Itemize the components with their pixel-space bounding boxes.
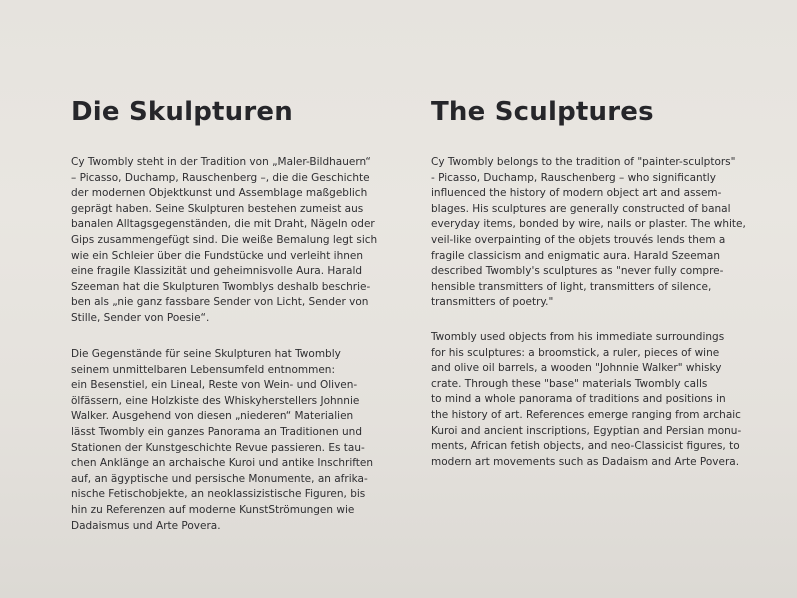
text-line: the history of art. References emerge ranging from archaic: [431, 408, 741, 421]
text-line: hin zu Referenzen auf moderne KunstStrömungen wie: [71, 503, 355, 516]
text-line: and olive oil barrels, a wooden "Johnnie Walker" whisky: [431, 362, 722, 375]
text-line: – Picasso, Duchamp, Rauschenberg –, die die Geschichte: [71, 171, 370, 184]
text-line: Twombly used objects from his immediate surroundings: [431, 331, 725, 343]
text-line: nische Fetischobjekte, an neoklassizistische Figuren, bis: [71, 488, 366, 501]
text-line: Walker. Ausgehend von diesen „niederen“ Materialien: [71, 410, 354, 423]
text-line: der modernen Objektkunst und Assemblage maßgeblich: [71, 187, 368, 200]
text-line: auf, an ägyptische und persische Monumente, an afrika-: [71, 472, 368, 485]
text-line: fragile classicism and enigmatic aura. Harald Szeeman: [431, 249, 720, 262]
text-line: ben als „nie ganz fassbare Sender von Licht, Sender von: [71, 296, 369, 309]
text-line: veil-like overpainting of the objets trouvés lends them a: [431, 233, 726, 246]
english-paragraph-1: [431, 155, 746, 311]
text-line: to mind a whole panorama of traditions and positions in: [431, 393, 726, 406]
english-paragraph-2: [431, 330, 741, 470]
text-line: seinem unmittelbaren Lebensumfeld entnommen:: [71, 363, 335, 376]
german-paragraph-1: [71, 155, 377, 327]
text-line: Gips zusammengefügt sind. Die weiße Bemalung legt sich: [71, 233, 378, 246]
german-heading: Die Skulpturen: [71, 97, 293, 127]
text-line: Stationen der Kunstgeschichte Revue passieren. Es tau-: [71, 441, 365, 454]
text-line: Cy Twombly belongs to the tradition of "painter-sculptors": [431, 156, 736, 168]
text-line: everyday items, bonded by wire, nails or plaster. The white,: [431, 218, 746, 231]
text-line: described Twombly's sculptures as "never fully compre-: [431, 265, 724, 278]
text-line: modern art movements such as Dadaism and Arte Povera.: [431, 455, 740, 468]
text-line: Die Gegenstände für seine Skulpturen hat Twombly: [71, 348, 341, 360]
text-line: Kuroi and ancient inscriptions, Egyptian and Persian monu-: [431, 424, 742, 437]
text-line: lässt Twombly ein ganzes Panorama an Traditionen und: [71, 425, 362, 438]
text-line: influenced the history of modern object art and assem-: [431, 187, 722, 200]
text-line: for his sculptures: a broomstick, a ruler, pieces of wine: [431, 346, 720, 359]
text-line: hensible transmitters of light, transmitters of silence,: [431, 280, 712, 293]
text-line: Stille, Sender von Poesie“.: [71, 311, 210, 324]
text-line: banalen Alltagsgegenständen, die mit Draht, Nägeln oder: [71, 218, 375, 231]
text-line: geprägt haben. Seine Skulpturen bestehen zumeist aus: [71, 202, 364, 215]
text-line: blages. His sculptures are generally constructed of banal: [431, 202, 731, 215]
german-paragraph-2: [71, 347, 373, 534]
text-line: transmitters of poetry.": [431, 296, 554, 309]
text-line: chen Anklänge an archaische Kuroi und antike Inschriften: [71, 457, 374, 470]
text-line: wie ein Schleier über die Fundstücke und verleiht ihnen: [71, 249, 363, 262]
text-line: crate. Through these "base" materials Twombly calls: [431, 377, 708, 390]
text-line: ments, African fetish objects, and neo-Classicist figures, to: [431, 440, 740, 453]
text-line: Dadaismus und Arte Povera.: [71, 519, 221, 532]
text-line: - Picasso, Duchamp, Rauschenberg – who significantly: [431, 171, 716, 184]
english-heading: The Sculptures: [431, 97, 654, 127]
text-line: Cy Twombly steht in der Tradition von „Maler-Bildhauern“: [71, 156, 371, 168]
text-line: eine fragile Klassizität und geheimnisvolle Aura. Harald: [71, 265, 363, 278]
text-line: ein Besenstiel, ein Lineal, Reste von Wein- und Oliven-: [71, 379, 358, 392]
text-line: ölfässern, eine Holzkiste des Whiskyherstellers Johnnie: [71, 394, 360, 407]
text-line: Szeeman hat die Skulpturen Twomblys deshalb beschrie-: [71, 280, 371, 293]
